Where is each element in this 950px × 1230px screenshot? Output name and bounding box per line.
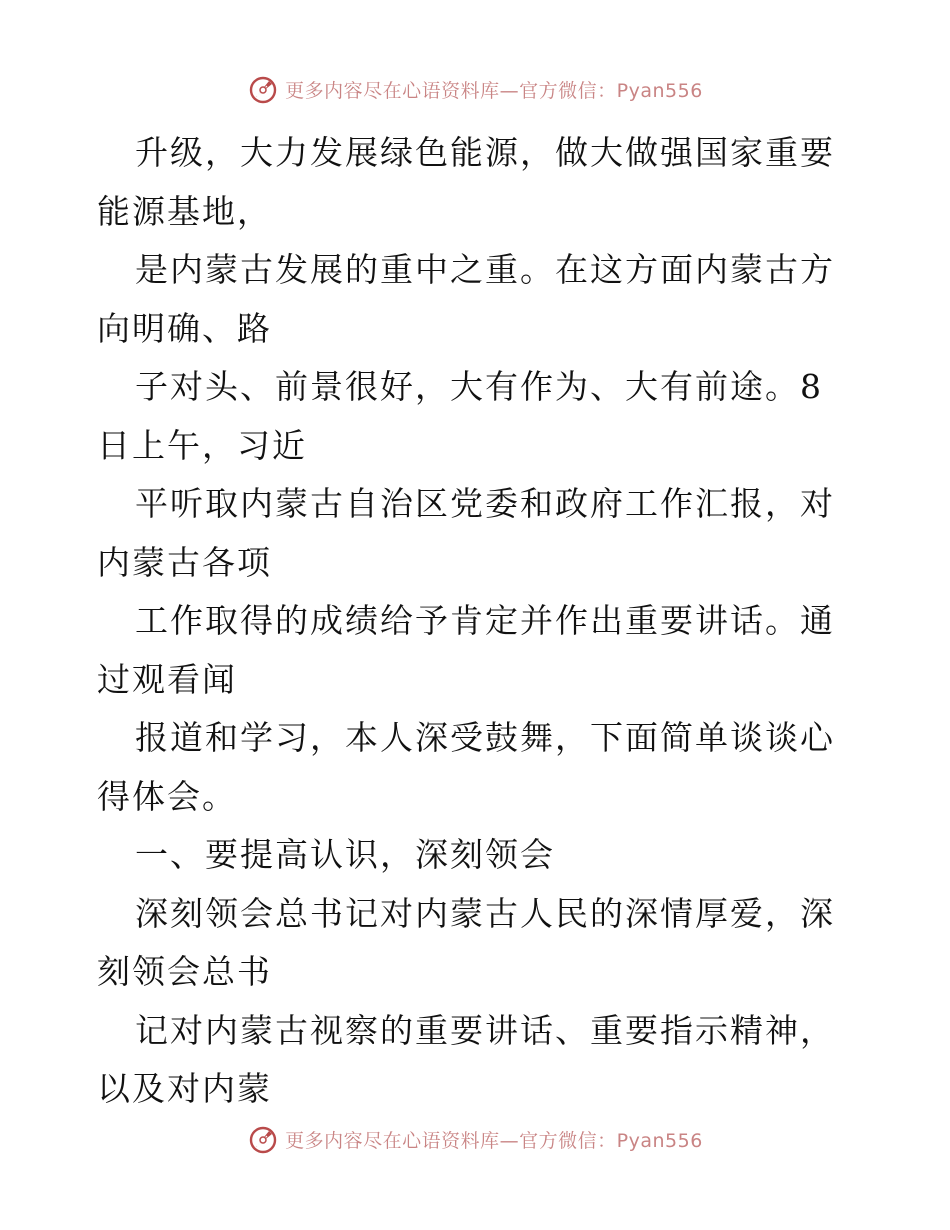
- paragraph: 升级，大力发展绿色能源，做大做强国家重要能源基地，: [97, 133, 835, 231]
- paragraph: 记对内蒙古视察的重要讲话、重要指示精神，以及对内蒙: [97, 1010, 835, 1108]
- paragraph: 是内蒙古发展的重中之重。在这方面内蒙古方向明确、路: [97, 250, 835, 348]
- paragraph: 报道和学习，本人深受鼓舞，下面简单谈谈心得体会。: [97, 718, 835, 816]
- watermark-text: 更多内容尽在心语资料库—官方微信：Pyan556: [285, 79, 703, 102]
- paragraph: 工作取得的成绩给予肯定并作出重要讲话。通过观看闻: [97, 601, 835, 699]
- paragraph: 子对头、前景很好，大有作为、大有前途。8日上午，习近: [97, 367, 823, 465]
- paragraph: 平听取内蒙古自治区党委和政府工作汇报，对内蒙古各项: [97, 484, 835, 582]
- feather-pen-icon: [247, 73, 279, 105]
- footer-watermark: [0, 1119, 950, 1159]
- feather-pen-icon: [247, 1123, 279, 1155]
- section-heading: 一、要提高认识，深刻领会: [135, 835, 555, 874]
- document-body: [97, 124, 857, 1119]
- header-watermark: [0, 69, 950, 109]
- watermark-text: 更多内容尽在心语资料库—官方微信：Pyan556: [285, 1129, 703, 1152]
- paragraph: 深刻领会总书记对内蒙古人民的深情厚爱，深刻领会总书: [97, 893, 835, 991]
